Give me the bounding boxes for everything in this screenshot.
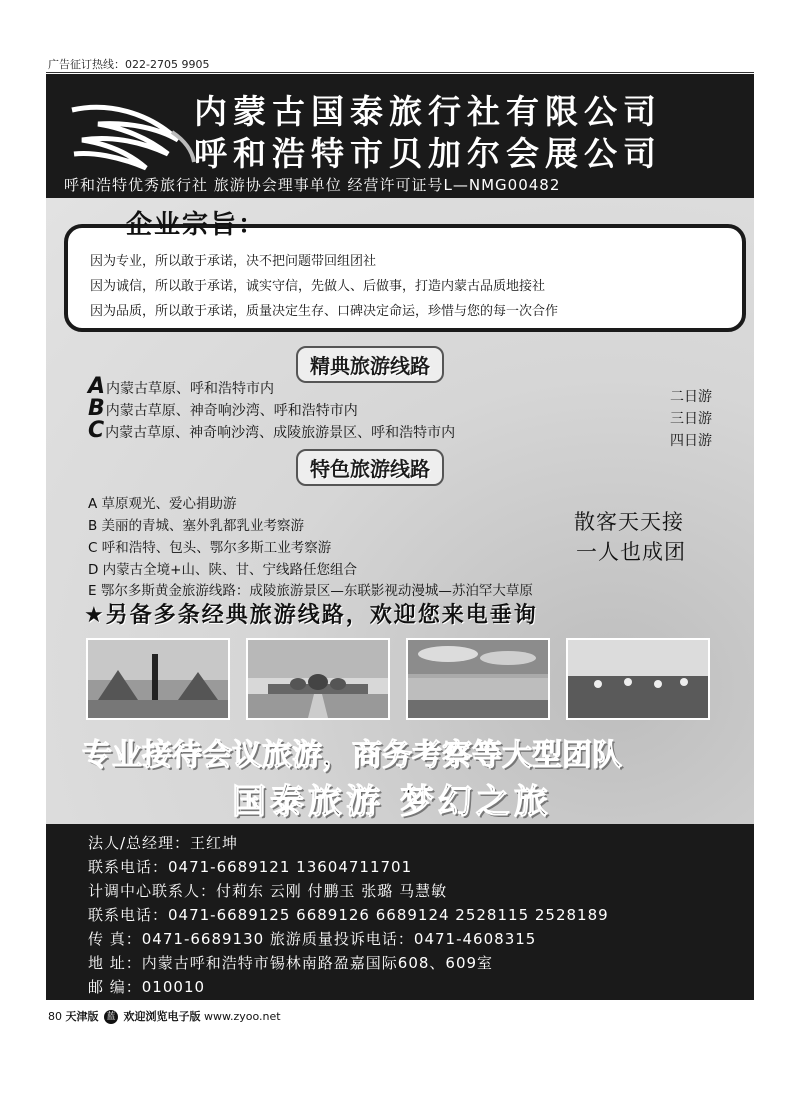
palace-image: [248, 640, 388, 718]
slogan-business: 专业接待会议旅游，商务考察等大型团队: [82, 738, 622, 773]
page-footer: [48, 1008, 281, 1024]
edition-badge-icon: 蓝: [104, 1010, 118, 1024]
contact-postcode: 邮 编：010010: [88, 978, 206, 996]
route-letter: A: [88, 374, 106, 399]
special-route-item: D 内蒙古全境+山、陕、甘、宁线路任您组合: [88, 562, 357, 578]
walkin-line-2: 一人也成团: [576, 540, 686, 564]
special-route-item: C 呼和浩特、包头、鄂尔多斯工业考察游: [88, 540, 332, 556]
advertisement: [46, 74, 754, 1000]
company-name-2: 呼和浩特市贝加尔会展公司: [194, 134, 662, 173]
route-text: 内蒙古草原、神奇响沙湾、成陵旅游景区、呼和浩特市内: [105, 425, 456, 441]
route-days: 三日游: [670, 411, 712, 427]
license-line: 呼和浩特优秀旅行社 旅游协会理事单位 经营许可证号L—NMG00482: [64, 176, 561, 194]
contact-panel: [46, 824, 754, 1000]
special-route-item: A 草原观光、爱心捐助游: [88, 496, 237, 512]
route-letter: B: [88, 396, 105, 421]
route-days: 四日游: [670, 433, 712, 449]
photo-lake: [406, 638, 550, 720]
monument-image: [88, 640, 228, 718]
ad-hotline: 广告征订热线：022-2705 9905: [48, 58, 210, 71]
wing-logo-icon: [68, 92, 198, 172]
edition-label: 天津版: [65, 1010, 99, 1023]
photo-palace: [246, 638, 390, 720]
welcome-label: 欢迎浏览电子版: [123, 1010, 201, 1023]
yurt-camp-image: [568, 640, 708, 718]
tenet-line: 因为品质，所以敢于承诺，质量决定生存、口碑决定命运，珍惜与您的每一次合作: [90, 304, 559, 319]
ad-header: [46, 74, 754, 198]
contact-dispatch-phone: 联系电话：0471-6689125 6689126 6689124 2528115 2528189: [88, 906, 609, 924]
contact-phone: 联系电话：0471-6689121 13604711701: [88, 858, 413, 876]
more-routes-note: ★另备多条经典旅游线路，欢迎您来电垂询: [84, 603, 538, 628]
tenet-line: 因为专业，所以敢于承诺，决不把问题带回组团社: [90, 254, 377, 269]
tenet-title: 企业宗旨：: [126, 210, 267, 240]
page-number: 80: [48, 1010, 62, 1023]
classic-route-c: [88, 418, 455, 443]
special-routes-title: 特色旅游线路: [296, 449, 444, 486]
route-text: 内蒙古草原、神奇响沙湾、呼和浩特市内: [105, 403, 358, 419]
tenet-line: 因为诚信，所以敢于承诺，诚实守信，先做人、后做事，打造内蒙古品质地接社: [90, 279, 546, 294]
site-link[interactable]: www.zyoo.net: [204, 1010, 281, 1023]
top-divider: [46, 72, 754, 73]
classic-routes-title: 精典旅游线路: [296, 346, 444, 383]
contact-legal-rep: 法人/总经理：王红坤: [88, 834, 239, 852]
special-route-item: B 美丽的青城、塞外乳都乳业考察游: [88, 518, 305, 534]
lake-image: [408, 640, 548, 718]
route-text: 内蒙古草原、呼和浩特市内: [106, 381, 275, 397]
photo-yurt-camp: [566, 638, 710, 720]
photo-monument: [86, 638, 230, 720]
route-letter: C: [88, 418, 105, 443]
slogan-brand: 国泰旅游 梦幻之旅: [232, 782, 552, 822]
special-route-item: E 鄂尔多斯黄金旅游线路：成陵旅游景区—东联影视动漫城—苏泊罕大草原: [88, 583, 533, 599]
walkin-line-1: 散客天天接: [574, 510, 684, 534]
company-name-1: 内蒙古国泰旅行社有限公司: [194, 92, 662, 131]
route-days: 二日游: [670, 389, 712, 405]
contact-dispatch-staff: 计调中心联系人：付莉东 云刚 付鹏玉 张璐 马慧敏: [88, 882, 448, 900]
contact-fax: 传 真：0471-6689130 旅游质量投诉电话：0471-4608315: [88, 930, 537, 948]
contact-address: 地 址：内蒙古呼和浩特市锡林南路盈嘉国际608、609室: [88, 954, 494, 972]
